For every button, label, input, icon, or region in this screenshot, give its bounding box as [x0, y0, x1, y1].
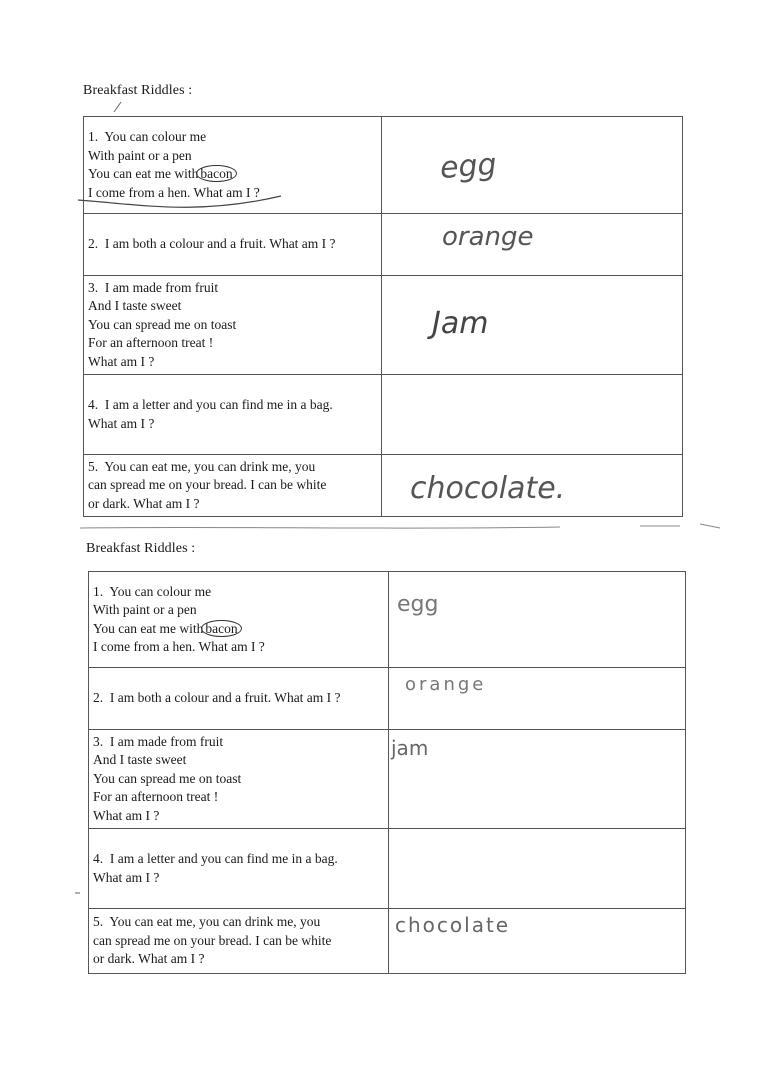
- riddle-question-5: 5. You can eat me, you can drink me, you can spread me on your bread. I can be white or dark. What am I ?: [84, 455, 382, 517]
- table-row: [89, 829, 686, 909]
- table-row: [84, 375, 683, 455]
- handwritten-answer-2: orange: [442, 222, 534, 252]
- riddle-question-5: 5. You can eat me, you can drink me, you can spread me on your bread. I can be white or dark. What am I ?: [89, 909, 389, 974]
- handwritten-answer-1: egg: [438, 147, 498, 186]
- stray-pen-mark: [74, 890, 82, 896]
- riddle-question-3: 3. I am made from fruit And I taste sweet You can spread me on toast For an afternoon treat ! What am I ?: [84, 276, 382, 375]
- worksheet-2-table: [88, 571, 686, 974]
- answer-box-2[interactable]: [389, 668, 686, 730]
- table-row: [89, 730, 686, 829]
- riddle-question-2: 2. I am both a colour and a fruit. What am I ?: [84, 214, 382, 276]
- riddle-question-1: 1. You can colour me With paint or a pen You can eat me with bacon I come from a hen. What am I ?: [89, 572, 389, 668]
- worksheet-1-title: Breakfast Riddles :: [83, 83, 193, 98]
- handwritten-answer-3: jam: [391, 736, 429, 760]
- table-row: [84, 214, 683, 276]
- answer-box-3[interactable]: [382, 276, 683, 375]
- riddle-question-1: 1. You can colour me With paint or a pen You can eat me with bacon I come from a hen. What am I ?: [84, 117, 382, 214]
- handwritten-answer-5: chocolate: [395, 913, 511, 937]
- riddle-question-4: 4. I am a letter and you can find me in a bag. What am I ?: [89, 829, 389, 909]
- table-row: [89, 909, 686, 974]
- riddle-question-4: 4. I am a letter and you can find me in a bag. What am I ?: [84, 375, 382, 455]
- answer-box-5[interactable]: [382, 455, 683, 517]
- riddle-question-2: 2. I am both a colour and a fruit. What am I ?: [89, 668, 389, 730]
- pen-underline-stroke: [76, 190, 286, 218]
- pen-tick-stroke: [112, 100, 124, 114]
- answer-box-1[interactable]: [389, 572, 686, 668]
- table-row: [84, 455, 683, 517]
- table-row: [84, 276, 683, 375]
- answer-box-1[interactable]: [382, 117, 683, 214]
- page-separator-line: [80, 522, 740, 534]
- answer-box-4[interactable]: [389, 829, 686, 909]
- answer-box-3[interactable]: [389, 730, 686, 829]
- worksheet-2-title: Breakfast Riddles :: [86, 541, 196, 556]
- riddle-question-3: 3. I am made from fruit And I taste sweet You can spread me on toast For an afternoon treat ! What am I ?: [89, 730, 389, 829]
- circled-word: bacon: [201, 620, 241, 637]
- answer-box-2[interactable]: [382, 214, 683, 276]
- table-row: [89, 668, 686, 730]
- worksheet-1-table: [83, 116, 683, 517]
- handwritten-answer-2: orange: [405, 674, 487, 695]
- handwritten-answer-5: chocolate.: [410, 471, 566, 506]
- table-row: [89, 572, 686, 668]
- handwritten-answer-3: Jam: [432, 306, 489, 341]
- answer-box-4[interactable]: [382, 375, 683, 455]
- handwritten-answer-1: egg: [397, 592, 439, 617]
- answer-box-5[interactable]: [389, 909, 686, 974]
- circled-word: bacon: [196, 165, 236, 182]
